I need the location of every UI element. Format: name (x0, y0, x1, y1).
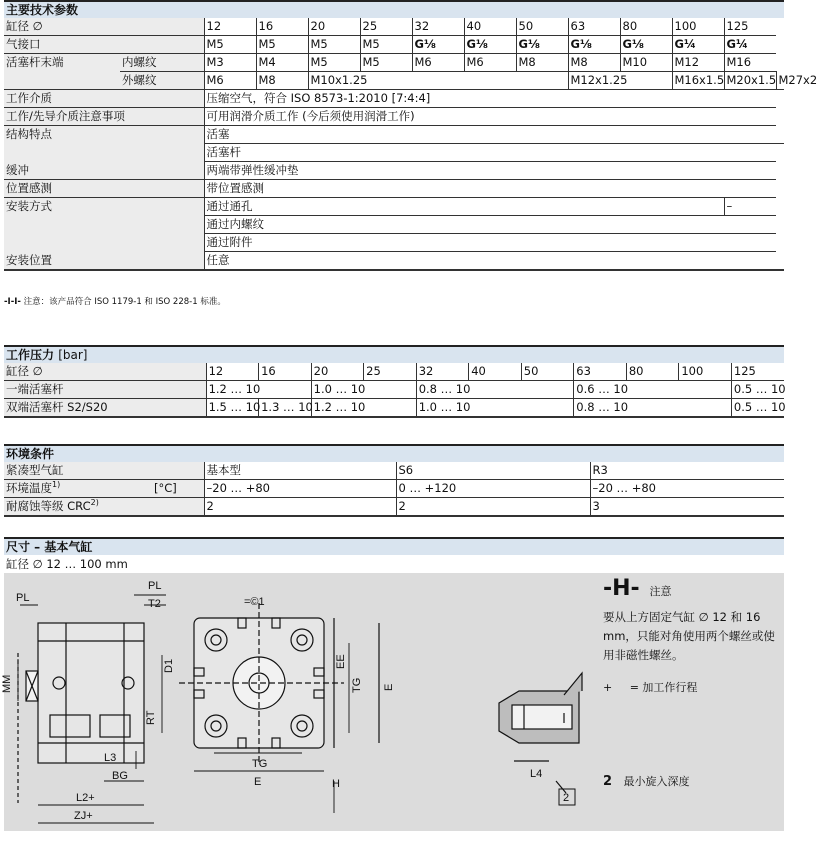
section-title (4, 345, 784, 363)
note-title: 注意 (649, 585, 672, 598)
bore-label: 缸径 ∅ (4, 18, 204, 36)
note-panel (603, 574, 783, 789)
mounting-row (4, 198, 784, 216)
air-port-row (4, 36, 784, 54)
dim-label: L2+ (76, 792, 95, 804)
cell: M8 (256, 72, 308, 90)
cell: 两端带弹性缓冲垫 (204, 162, 776, 180)
environment-table (4, 462, 784, 517)
footnote-mark: 1) (52, 480, 61, 490)
tech-data-table (4, 18, 817, 271)
cell: G⅛ (516, 36, 568, 54)
row-label: 紧凑型气缸 (4, 462, 204, 480)
bore-cell: 80 (620, 18, 672, 36)
cell: 活塞杆 (204, 144, 776, 162)
cell: M5 (360, 54, 412, 72)
row-label: 工作介质 (4, 90, 204, 108)
pilot-row (4, 108, 784, 126)
env-head-row (4, 462, 784, 480)
dim-label: BG (112, 770, 128, 782)
cell: 通过通孔 (204, 198, 724, 216)
cell: G⅛ (568, 36, 620, 54)
dim-label: =©1 (244, 596, 265, 608)
cell: 2 (204, 498, 396, 517)
dim-label: TG (252, 758, 268, 770)
row-label: 安装方式 (4, 198, 204, 252)
cell: 可用润滑介质工作 (今后须使用润滑工作) (204, 108, 776, 126)
cell: 0.8 … 10 (416, 381, 574, 399)
section-title: 尺寸 – 基本气缸 (4, 537, 784, 555)
cell: G⅛ (620, 36, 672, 54)
bore-cell: 40 (469, 363, 522, 381)
dim-label: H (332, 778, 340, 790)
cell: 1.0 … 10 (416, 399, 574, 418)
bore-cell: 32 (412, 18, 464, 36)
dimensions-section (4, 537, 784, 573)
dim-label: L4 (530, 768, 543, 780)
standard-note (4, 295, 226, 307)
dim-label: RT (145, 710, 157, 725)
design-row (4, 126, 784, 144)
cell: – (724, 198, 776, 216)
cell: 0.5 … 10 (731, 399, 784, 418)
note-icon: -I-I- (4, 297, 21, 307)
cell: G⅛ (464, 36, 516, 54)
col-head: 基本型 (204, 462, 396, 480)
row-label: 缓冲 (4, 162, 204, 180)
bore-row (4, 18, 784, 36)
bore-cell: 16 (256, 18, 308, 36)
dim-label: ZJ+ (74, 810, 93, 822)
bore-cell: 63 (568, 18, 620, 36)
dim-label: L3 (104, 752, 117, 764)
cell: 0.5 … 10 (731, 381, 784, 399)
bore-cell: 100 (679, 363, 732, 381)
rod-female-row (4, 54, 784, 72)
bore-row (4, 363, 784, 381)
section-title: 主要技术参数 (4, 0, 784, 18)
hint-icon: -H- (603, 576, 640, 601)
cell: 通过附件 (204, 234, 776, 252)
cell: M5 (204, 36, 256, 54)
cell: 1.2 … 10 (206, 381, 311, 399)
cell: M5 (360, 36, 412, 54)
cell: M5 (308, 54, 360, 72)
cell: 0 … +120 (396, 480, 590, 498)
bore-cell: 50 (516, 18, 568, 36)
single-rod-row (4, 381, 784, 399)
sensing-row (4, 180, 784, 198)
cell: M3 (204, 54, 256, 72)
bore-cell: 40 (464, 18, 516, 36)
environment-section (4, 444, 784, 517)
bore-cell: 20 (308, 18, 360, 36)
note-text: 要从上方固定气缸 ∅ 12 和 16 mm，只能对角使用两个螺丝或使用非磁性螺丝。 (603, 610, 775, 662)
pressure-section (4, 345, 784, 418)
row-label: 一端活塞杆 (4, 381, 206, 399)
cell: G¼ (672, 36, 724, 54)
bore-cell: 63 (574, 363, 627, 381)
plus-note (603, 679, 783, 695)
cell: M6 (412, 54, 464, 72)
cell: 2 (396, 498, 590, 517)
cell: 通过内螺纹 (204, 216, 776, 234)
cushion-row (4, 162, 784, 180)
tech-data-section (4, 0, 817, 271)
bore-cell: 80 (626, 363, 679, 381)
cell: M27x2 (776, 72, 784, 90)
depth-note (603, 773, 783, 789)
bore-cell: 50 (521, 363, 574, 381)
dim-label: EE (335, 654, 347, 669)
cell: –20 … +80 (204, 480, 396, 498)
cell: 活塞 (204, 126, 776, 144)
bore-cell: 125 (731, 363, 784, 381)
dim-label: E (254, 776, 262, 788)
bore-label: 缸径 ∅ (4, 363, 206, 381)
cell: M6 (204, 72, 256, 90)
row-label: 安装位置 (4, 252, 204, 271)
depth-text: 最小旋入深度 (623, 775, 690, 788)
bore-cell: 12 (206, 363, 259, 381)
cell: M10 (620, 54, 672, 72)
row-label: 活塞杆末端 (4, 54, 120, 90)
cell: 1.5 … 10 (206, 399, 259, 418)
cell: M12x1.25 (568, 72, 672, 90)
cell: M5 (308, 36, 360, 54)
cell: M8 (516, 54, 568, 72)
cell: M8 (568, 54, 620, 72)
col-head: S6 (396, 462, 590, 480)
cell: 0.8 … 10 (574, 399, 732, 418)
bore-cell: 125 (724, 18, 776, 36)
title-text: 工作压力 (6, 348, 55, 362)
cell: G⅛ (412, 36, 464, 54)
rod-male-row (4, 72, 784, 90)
dim-label: TG (351, 677, 363, 693)
bore-cell: 20 (311, 363, 364, 381)
bore-range-subtitle: 缸径 ∅ 12 … 100 mm (6, 557, 128, 571)
row-label: 气接口 (4, 36, 204, 54)
dim-label: MM (1, 674, 13, 693)
dim-label: T2 (148, 598, 161, 610)
medium-row (4, 90, 784, 108)
position-row (4, 252, 784, 271)
row-label: 结构特点 (4, 126, 204, 162)
cell: M12 (672, 54, 724, 72)
col-head: R3 (590, 462, 784, 480)
detail-view (499, 673, 582, 805)
note-text: 注意：该产品符合 ISO 1179-1 和 ISO 228-1 标准。 (23, 297, 226, 307)
row-label (4, 480, 152, 498)
cell: M5 (256, 36, 308, 54)
cell: 1.2 … 10 (311, 399, 416, 418)
footnote-mark: 2) (90, 498, 99, 508)
dim-label: PL (148, 580, 162, 592)
bore-cell: 100 (672, 18, 724, 36)
cell: M10x1.25 (308, 72, 568, 90)
bore-cell: 25 (364, 363, 417, 381)
cell: M4 (256, 54, 308, 72)
cell: 1.0 … 10 (311, 381, 416, 399)
cell: 带位置感测 (204, 180, 776, 198)
dim-label: PL (16, 592, 30, 604)
plus-symbol: + (603, 681, 613, 694)
row-label: 工作/先导介质注意事项 (4, 108, 204, 126)
cell: M16x1.5 (672, 72, 724, 90)
cell: –20 … +80 (590, 480, 784, 498)
row-label (4, 498, 204, 517)
temp-row (4, 480, 784, 498)
cell: 压缩空气，符合 ISO 8573-1:2010 [7:4:4] (204, 90, 776, 108)
row-label: 双端活塞杆 S2/S20 (4, 399, 206, 418)
bore-cell: 12 (204, 18, 256, 36)
cell: 任意 (204, 252, 776, 271)
dim-label: E (383, 683, 395, 691)
cell: 0.6 … 10 (574, 381, 732, 399)
pressure-table (4, 363, 784, 418)
bore-cell: 16 (259, 363, 312, 381)
cell: M16 (724, 54, 776, 72)
cell: 3 (590, 498, 784, 517)
double-rod-row (4, 399, 784, 418)
crc-row (4, 498, 784, 517)
cell: 1.3 … 10 (259, 399, 312, 418)
sub-label: 内螺纹 (120, 54, 204, 72)
row-label: 位置感测 (4, 180, 204, 198)
sub-label: 外螺纹 (120, 72, 204, 90)
label-text: 环境温度 (6, 481, 52, 495)
plus-text: = 加工作行程 (629, 681, 698, 694)
unit-text: [°C] (152, 480, 204, 498)
bore-cell: 32 (416, 363, 469, 381)
label-text: 耐腐蚀等级 CRC (6, 499, 91, 513)
dim-label: D1 (163, 658, 175, 673)
bore-cell: 25 (360, 18, 412, 36)
depth-number: 2 (603, 774, 613, 789)
cell: M20x1.5 (724, 72, 776, 90)
cell: G¼ (724, 36, 776, 54)
dim-label: 2 (563, 792, 570, 804)
cell: M6 (464, 54, 516, 72)
unit-text: [bar] (58, 348, 88, 362)
section-title: 环境条件 (4, 444, 784, 462)
